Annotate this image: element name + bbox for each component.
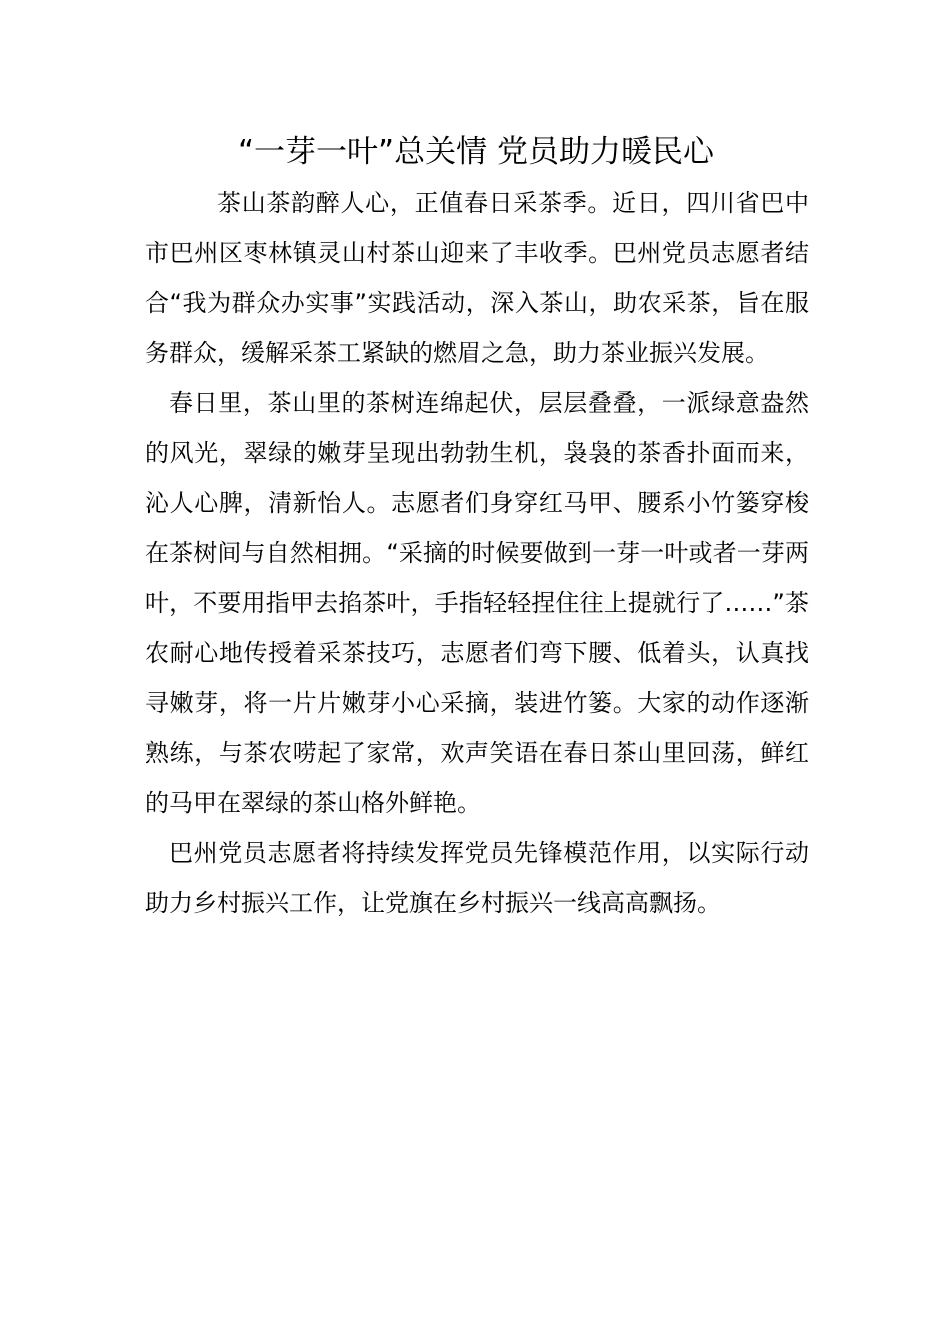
document-body [145, 178, 809, 928]
document-title: “一芽一叶”总关情 党员助力暖民心 [238, 134, 714, 170]
paragraph-scene: 春日里，茶山里的茶树连绵起伏，层层叠叠，一派绿意盎然的风光，翠绿的嫩芽呈现出勃勃生机，袅袅的茶香扑面而来，沁人心脾，清新怡人。志愿者们身穿红马甲、腰系小竹篓穿梭在茶树间与自然相拥。“采摘的时候要做到一芽一叶或者一芽两叶，不要用指甲去掐茶叶，手指轻轻捏住往上提就行了……”茶农耐心地传授着采茶技巧，志愿者们弯下腰、低着头，认真找寻嫩芽，将一片片嫩芽小心采摘，装进竹篓。大家的动作逐渐熟练，与茶农唠起了家常，欢声笑语在春日茶山里回荡，鲜红的马甲在翠绿的茶山格外鲜艳。 [145, 389, 809, 817]
paragraph-conclusion: 巴州党员志愿者将持续发挥党员先锋模范作用，以实际行动助力乡村振兴工作，让党旗在乡村振兴一线高高飘扬。 [145, 839, 809, 917]
paragraph-intro: 茶山茶韵醉人心，正值春日采茶季。近日，四川省巴中市巴州区枣林镇灵山村茶山迎来了丰收季。巴州党员志愿者结合“我为群众办实事”实践活动，深入茶山，助农采茶，旨在服务群众，缓解采茶工紧缺的燃眉之急，助力茶业振兴发展。 [145, 189, 809, 367]
